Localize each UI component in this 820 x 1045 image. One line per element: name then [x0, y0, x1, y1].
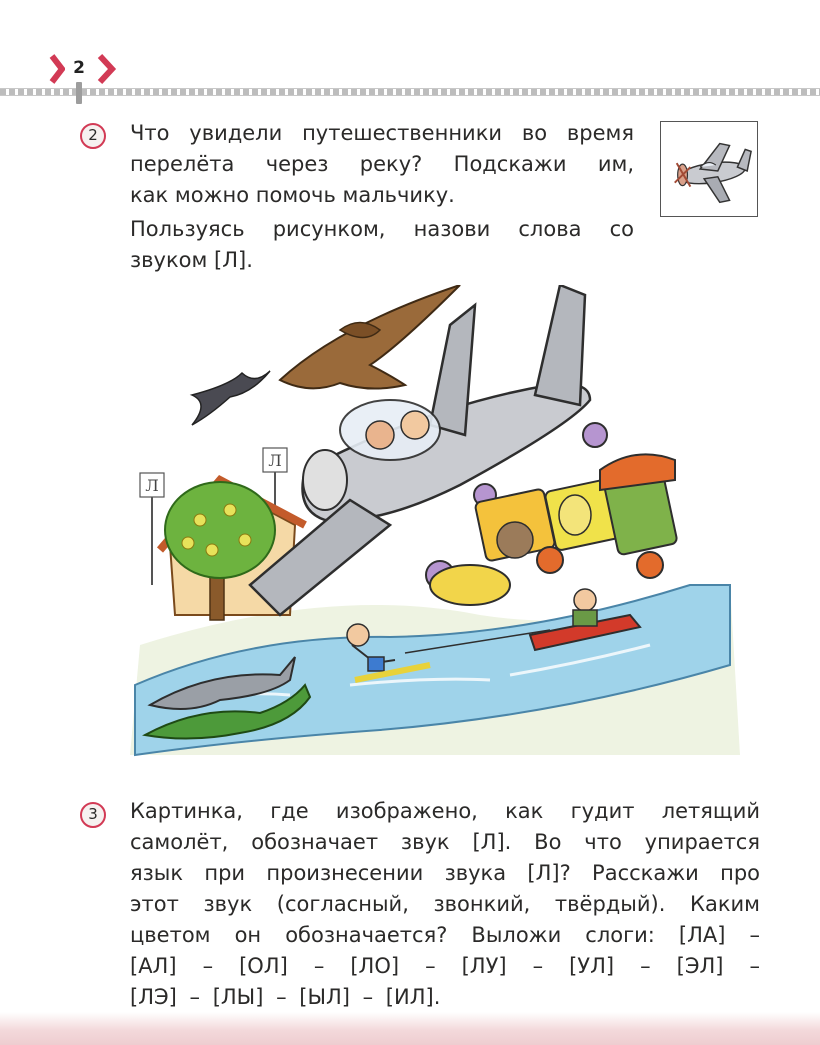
swallow-bird: [192, 371, 270, 425]
task-number-2: 2: [80, 123, 106, 149]
task3-line-6: [АЛ] – [ОЛ] – [ЛО] – [ЛУ] – [УЛ] – [ЭЛ] –: [130, 954, 760, 978]
task3-line-3: язык при произнесении звука [Л]? Расскажи про: [130, 861, 760, 885]
task2-question-line-3: как можно помочь мальчику.: [130, 183, 455, 207]
task2-question-line-1: Что увидели путешественники во время: [130, 121, 634, 145]
letter-sign-post-1: [140, 473, 164, 585]
task3-line-4: этот звук (согласный, звонкий, твёрдый). Каким: [130, 892, 760, 916]
task2-instruction-line-2: звуком [Л].: [130, 248, 253, 272]
task3-line-7: [ЛЭ] – [ЛЫ] – [ЫЛ] – [ИЛ].: [130, 985, 441, 1009]
page-number: 2: [73, 58, 85, 78]
task2-question: [130, 118, 634, 211]
task2-question-line-2: перелёта через реку? Подскажи им,: [130, 152, 634, 176]
task3-text: [130, 796, 760, 1013]
page-bottom-band: [0, 1012, 820, 1045]
task3-line-2: самолёт, обозначает звук [Л]. Во что упирается: [130, 830, 760, 854]
letter-sign-2: Л: [268, 451, 282, 470]
airplane-thumbnail-icon: [660, 121, 758, 217]
task2-instruction: [130, 214, 634, 276]
task-number-3: 3: [80, 802, 106, 828]
task3-line-1: Картинка, где изображено, как гудит летящий: [130, 799, 760, 823]
header-rule: [0, 88, 820, 96]
eagle-bird: [280, 285, 460, 389]
task3-line-5: цветом он обозначается? Выложи слоги: [ЛА] –: [130, 923, 760, 947]
task2-instruction-line-1: Пользуясь рисунком, назови слова со: [130, 217, 634, 241]
river-scene-illustration: [130, 285, 740, 765]
letter-sign-1: Л: [145, 476, 159, 495]
header-rule-post: [76, 82, 82, 104]
